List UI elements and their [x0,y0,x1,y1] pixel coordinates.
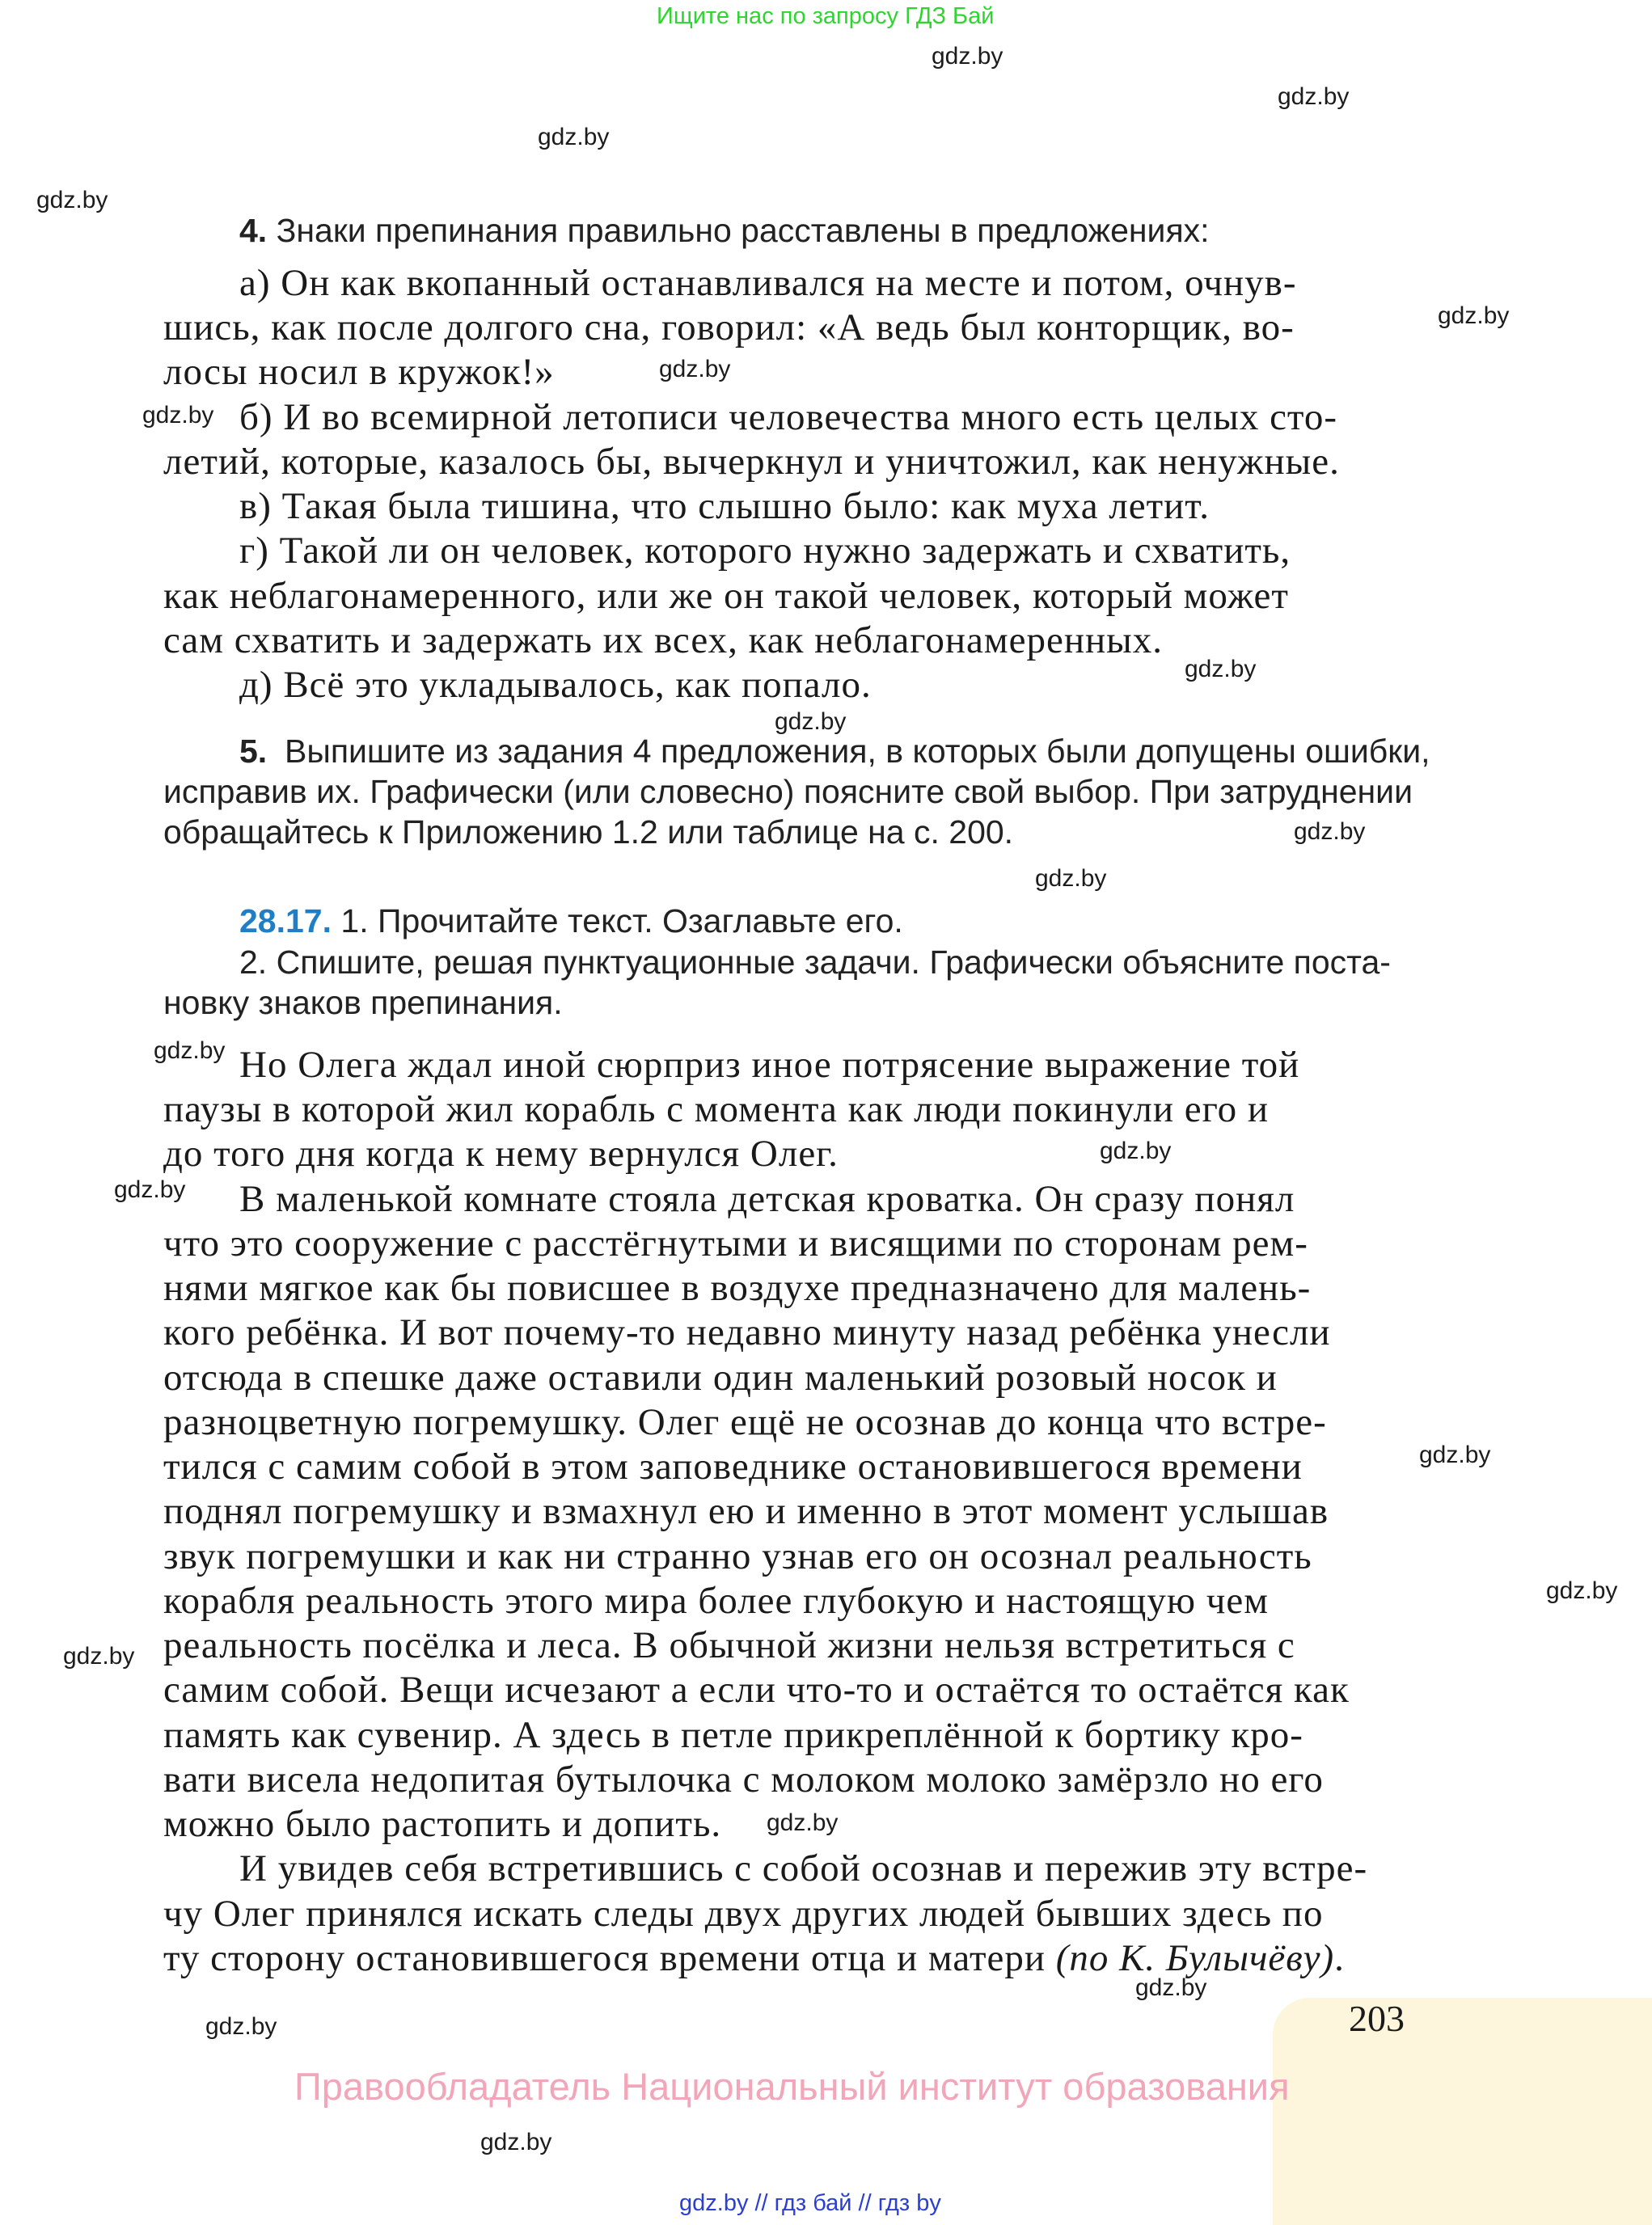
text-line: что это сооружение с расстёгнутыми и висящими по сторонам рем- [163,1222,1308,1264]
watermark: gdz.by [659,356,731,382]
watermark: gdz.by [154,1037,226,1064]
task4-line: сам схватить и задержать их всех, как неблагонамеренных. [163,619,1163,661]
text-line: разноцветную погремушку. Олег ещё не осознав до конца что встре- [163,1401,1327,1443]
exercise-heading [239,902,903,940]
task4-line: д) Всё это укладывалось, как попало. [239,664,872,706]
text-line: можно было растопить и допить. [163,1803,722,1845]
rights-holder: Правообладатель Национальный институт образования [294,2065,1290,2108]
footer-links: gdz.by // гдз бай // гдз by [679,2190,941,2216]
text-line: реальность посёлка и леса. В обычной жизни нельзя встретиться с [163,1624,1295,1666]
text-line: отсюда в спешке даже оставили один маленький розовый носок и [163,1357,1278,1399]
text-line: корабля реальность этого мира более глубокую и настоящую чем [163,1580,1269,1622]
text-line: звук погремушки и как ни странно узнав его он осознал реальность [163,1535,1312,1577]
watermark: gdz.by [1035,865,1107,892]
watermark: gdz.by [205,2013,277,2040]
watermark: gdz.by [1546,1577,1618,1604]
text-line: тился с самим собой в этом заповеднике остановившегося времени [163,1446,1303,1488]
text-line: И увидев себя встретившись с собой осознав и пережив эту встре- [239,1847,1368,1889]
text-line: вати висела недопитая бутылочка с молоком молоко замёрзло но его [163,1758,1324,1801]
text-line: чу Олег принялся искать следы двух других людей бывших здесь по [163,1893,1324,1935]
text-line: поднял погремушку и взмахнул ею и именно в этот момент услышав [163,1490,1329,1532]
watermark: gdz.by [1100,1138,1172,1164]
watermark: gdz.by [932,43,1003,70]
watermark: gdz.by [775,708,847,735]
watermark: gdz.by [114,1176,186,1203]
author-attribution: (по К. Булычёву) [1055,1937,1335,1979]
exercise-number: 28.17. [239,902,332,939]
task5-line: исправив их. Графически (или словесно) поясните свой выбор. При затруднении [163,773,1413,810]
text-line: паузы в которой жил корабль с момента как люди покинули его и [163,1088,1270,1130]
task4-line: летий, которые, казалось бы, вычеркнул и уничтожил, как ненужные. [163,441,1340,483]
watermark: gdz.by [1185,656,1257,682]
watermark: gdz.by [1294,818,1366,845]
watermark: gdz.by [1135,1974,1207,2001]
task5-number: 5. [239,733,268,770]
task4-line: в) Такая была тишина, что слышно было: как муха летит. [239,485,1210,527]
task4-line: шись, как после долгого сна, говорил: «А ведь был конторщик, во- [163,306,1295,348]
watermark: gdz.by [1419,1442,1491,1468]
text-line: самим собой. Вещи исчезают а если что-то и остаётся то остаётся как [163,1669,1350,1711]
task5-line: обращайтесь к Приложению 1.2 или таблице на с. 200. [163,813,1014,851]
text-line: нями мягкое как бы повисшее в воздухе предназначено для малень- [163,1267,1312,1309]
task4-line: лосы носил в кружок!» [163,351,555,393]
watermark: gdz.by [1278,83,1350,110]
watermark: gdz.by [142,402,214,429]
task4-number: 4. [239,212,268,249]
text-line: Но Олега ждал иной сюрприз иное потрясение выражение той [239,1044,1300,1086]
text-line: В маленькой комнате стояла детская кроватка. Он сразу понял [239,1178,1295,1220]
watermark: gdz.by [480,2129,552,2155]
watermark: gdz.by [36,187,108,213]
watermark: gdz.by [538,124,610,150]
text-line: до того дня когда к нему вернулся Олег. [163,1133,839,1175]
watermark: gdz.by [1438,302,1510,329]
task4-heading [239,212,1210,250]
task4-intro: Знаки препинания правильно расставлены в предложениях: [276,212,1210,249]
exercise-line2: 2. Спишите, решая пунктуационные задачи. Графически объясните поста- [239,944,1391,981]
task4-line: б) И во всемирной летописи человечества много есть целых сто- [239,396,1337,438]
task4-line: г) Такой ли он человек, которого нужно задержать и схватить, [239,530,1291,572]
top-banner: Ищите нас по запросу ГДЗ Бай [657,3,995,29]
text-line [163,1936,1345,1980]
text-line: память как сувенир. А здесь в петле прикреплённой к бортику кро- [163,1714,1303,1756]
text-line-last: ту сторону остановившегося времени отца и матери [163,1937,1046,1979]
task4-line: как неблагонамеренного, или же он такой человек, который может [163,575,1289,617]
exercise-line3: новку знаков препинания. [163,984,563,1021]
text-line: кого ребёнка. И вот почему-то недавно минуту назад ребёнка унесли [163,1311,1331,1353]
page-number: 203 [1349,1998,1405,2039]
watermark: gdz.by [767,1809,839,1836]
page-number-box [1273,1998,1652,2225]
task4-line: а) Он как вкопанный останавливался на месте и потом, очнув- [239,262,1297,304]
exercise-line1: 1. Прочитайте текст. Озаглавьте его. [340,902,903,939]
task5-line: Выпишите из задания 4 предложения, в которых были допущены ошибки, [285,733,1430,770]
watermark: gdz.by [63,1643,135,1670]
author-end: . [1334,1937,1345,1979]
